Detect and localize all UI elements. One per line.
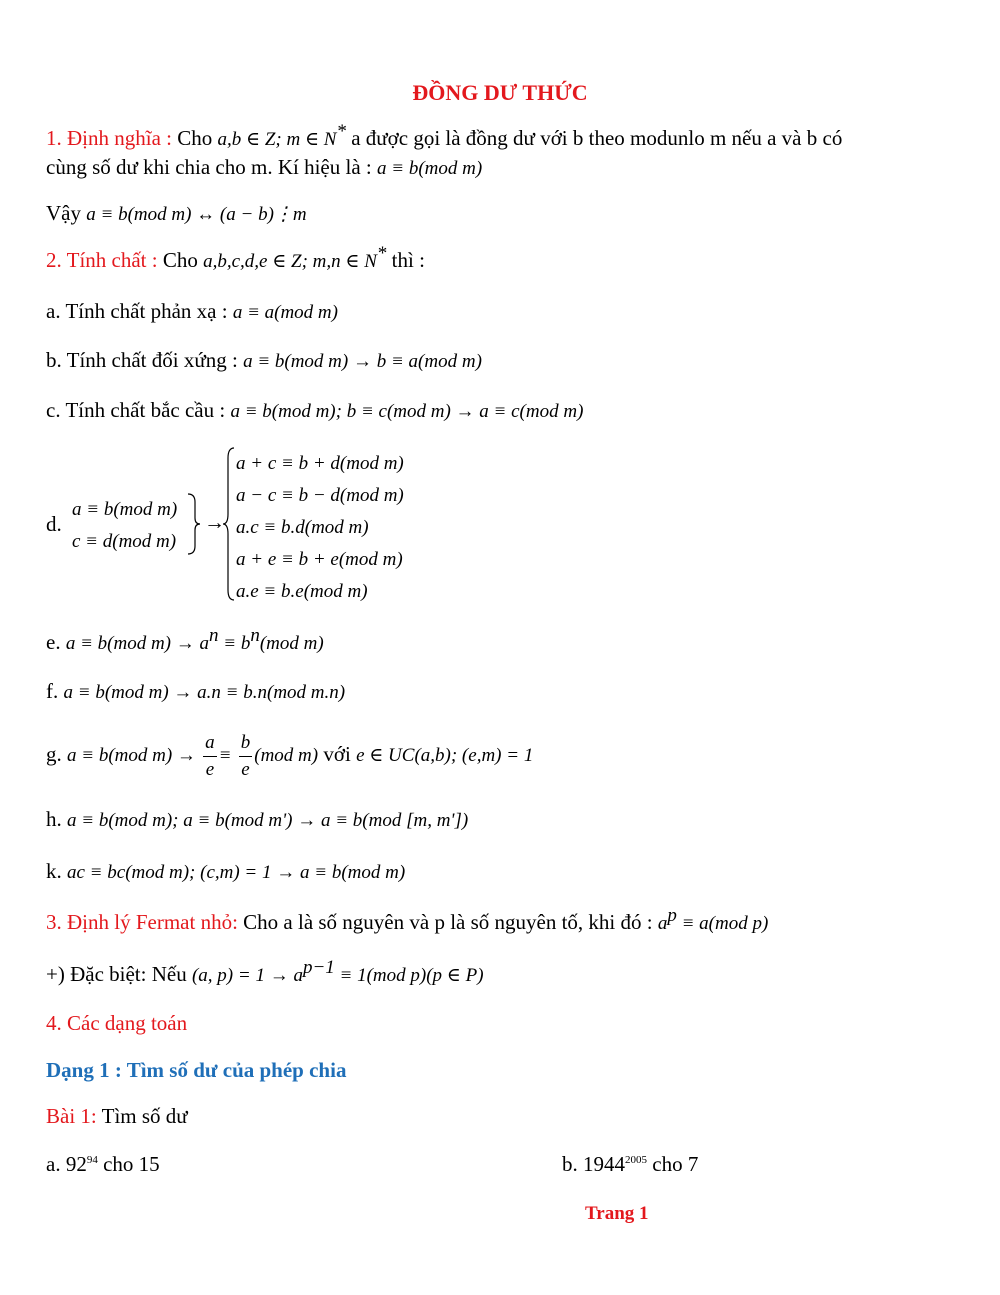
- definition-text-3: cùng số dư khi chia cho m. Kí hiệu là :: [46, 155, 377, 179]
- property-e-math-3: (mod m): [259, 633, 324, 654]
- property-k-text: k.: [46, 859, 67, 883]
- fermat-sup: p: [667, 905, 677, 926]
- property-e-math-2: ≡ b: [218, 633, 251, 654]
- properties-text: Cho: [157, 248, 204, 272]
- properties-math: a,b,c,d,e ∈ Z; m,n ∈ N: [203, 251, 377, 272]
- property-c-text: c. Tính chất bắc cầu :: [46, 398, 231, 422]
- property-e-sup-2: n: [250, 625, 260, 646]
- property-g: [46, 728, 533, 783]
- property-d: [46, 446, 446, 606]
- fraction-a-over-e: [203, 730, 217, 783]
- property-g-math-2: (mod m): [254, 745, 319, 766]
- property-f-text: f.: [46, 679, 64, 703]
- property-d-hypotheses: [72, 494, 177, 558]
- property-g-equiv: ≡: [218, 745, 232, 766]
- dang-1-heading: Dạng 1 : Tìm số dư của phép chia: [46, 1058, 347, 1082]
- vay-line: [46, 199, 307, 229]
- special-case-math-1: (a, p) = 1 → a: [191, 965, 303, 986]
- vay-math: a ≡ b(mod m) ↔ (a − b)⋮m: [86, 204, 307, 225]
- properties-math-sup: *: [376, 243, 387, 264]
- property-k-math: ac ≡ bc(mod m); (c,m) = 1 → a ≡ b(mod m): [67, 862, 406, 883]
- left-brace: [222, 446, 236, 602]
- section-1-heading: 1. Định nghĩa :: [46, 126, 172, 150]
- property-f: [46, 677, 345, 707]
- fraction-b-over-e: [239, 730, 253, 783]
- definition-line-1: [46, 121, 843, 154]
- page-title: ĐỒNG DƯ THỨC: [412, 80, 588, 105]
- property-h-text: h.: [46, 807, 67, 831]
- property-d-label: d.: [46, 512, 62, 536]
- fraction-1-denominator: e: [205, 758, 215, 780]
- definition-text-2: a được gọi là đồng dư với b theo modunlo m nếu a và b có: [345, 126, 843, 150]
- special-case-text: +) Đặc biệt: Nếu: [46, 962, 192, 986]
- definition-math: a,b ∈ Z; m ∈ N: [217, 129, 337, 150]
- vay-text: Vậy: [46, 201, 87, 225]
- question-a-exponent: 94: [86, 1154, 98, 1166]
- question-a-text: cho 15: [97, 1152, 160, 1176]
- notation-math: a ≡ b(mod m): [377, 158, 483, 179]
- exercise-1-heading: Bài 1:: [46, 1104, 97, 1128]
- property-g-math-3: e ∈ UC(a,b); (e,m) = 1: [356, 745, 534, 766]
- section-3-heading: 3. Định lý Fermat nhỏ:: [46, 910, 238, 934]
- property-a-text: a. Tính chất phản xạ :: [46, 299, 233, 323]
- special-case-line: [46, 957, 484, 990]
- property-c: [46, 396, 583, 426]
- property-b: [46, 346, 482, 376]
- property-g-voi: với: [318, 742, 357, 766]
- definition-text: Cho: [172, 126, 218, 150]
- property-e-math-1: a ≡ b(mod m) → a: [65, 633, 209, 654]
- exercise-1-line: [46, 1102, 188, 1130]
- question-b-text: cho 7: [647, 1152, 699, 1176]
- result-2: a − c ≡ b − d(mod m): [236, 485, 404, 506]
- result-5: a.e ≡ b.e(mod m): [236, 581, 368, 602]
- property-f-math: a ≡ b(mod m) → a.n ≡ b.n(mod m.n): [63, 682, 346, 703]
- fraction-2-numerator: b: [239, 730, 253, 757]
- fermat-line: [46, 905, 769, 938]
- special-case-sup: p−1: [302, 957, 335, 978]
- result-1: a + c ≡ b + d(mod m): [236, 453, 404, 474]
- property-b-text: b. Tính chất đối xứng :: [46, 348, 244, 372]
- properties-text-2: thì :: [386, 248, 425, 272]
- definition-line-2: [46, 153, 482, 183]
- result-3: a.c ≡ b.d(mod m): [236, 517, 369, 538]
- question-a-base: a. 92: [46, 1152, 87, 1176]
- property-e-sup-1: n: [209, 625, 219, 646]
- property-e-text: e.: [46, 630, 66, 654]
- fermat-math-2: ≡ a(mod p): [676, 913, 769, 934]
- property-h-math: a ≡ b(mod m); a ≡ b(mod m') → a ≡ b(mod [m, m']): [67, 810, 469, 831]
- implies-arrow: →: [204, 510, 225, 534]
- fraction-1-numerator: a: [203, 730, 217, 757]
- property-d-results: [236, 448, 404, 608]
- footer-text: Trang 1: [585, 1203, 649, 1224]
- page-footer: [585, 1203, 649, 1225]
- question-b-exponent: 2005: [625, 1154, 647, 1166]
- section-4-heading: 4. Các dạng toán: [46, 1011, 188, 1035]
- question-b-base: b. 1944: [562, 1152, 625, 1176]
- hypothesis-1: a ≡ b(mod m): [72, 499, 178, 520]
- property-e: [46, 625, 324, 658]
- definition-math-sup: *: [336, 121, 346, 142]
- fermat-text: Cho a là số nguyên và p là số nguyên tố, khi đó :: [237, 910, 658, 934]
- question-b: [562, 1150, 698, 1178]
- hypothesis-2: c ≡ d(mod m): [72, 531, 177, 552]
- property-a: [46, 297, 338, 327]
- properties-heading-line: [46, 243, 425, 276]
- fraction-2-denominator: e: [241, 758, 250, 780]
- result-4: a + e ≡ b + e(mod m): [236, 549, 403, 570]
- property-k: [46, 857, 405, 887]
- property-c-math: a ≡ b(mod m); b ≡ c(mod m) → a ≡ c(mod m): [230, 401, 584, 422]
- question-a: [46, 1150, 160, 1178]
- right-brace: [186, 492, 202, 556]
- property-g-text: g.: [46, 742, 67, 766]
- fermat-math-1: a: [657, 913, 668, 934]
- property-g-math-1: a ≡ b(mod m) →: [67, 745, 196, 766]
- property-b-math: a ≡ b(mod m) → b ≡ a(mod m): [243, 351, 482, 372]
- property-a-math: a ≡ a(mod m): [232, 302, 338, 323]
- exercise-1-text: Tìm số dư: [96, 1104, 188, 1128]
- special-case-math-2: ≡ 1(mod p)(p ∈ P): [334, 965, 484, 986]
- section-2-heading: 2. Tính chất :: [46, 248, 158, 272]
- property-h: [46, 805, 468, 835]
